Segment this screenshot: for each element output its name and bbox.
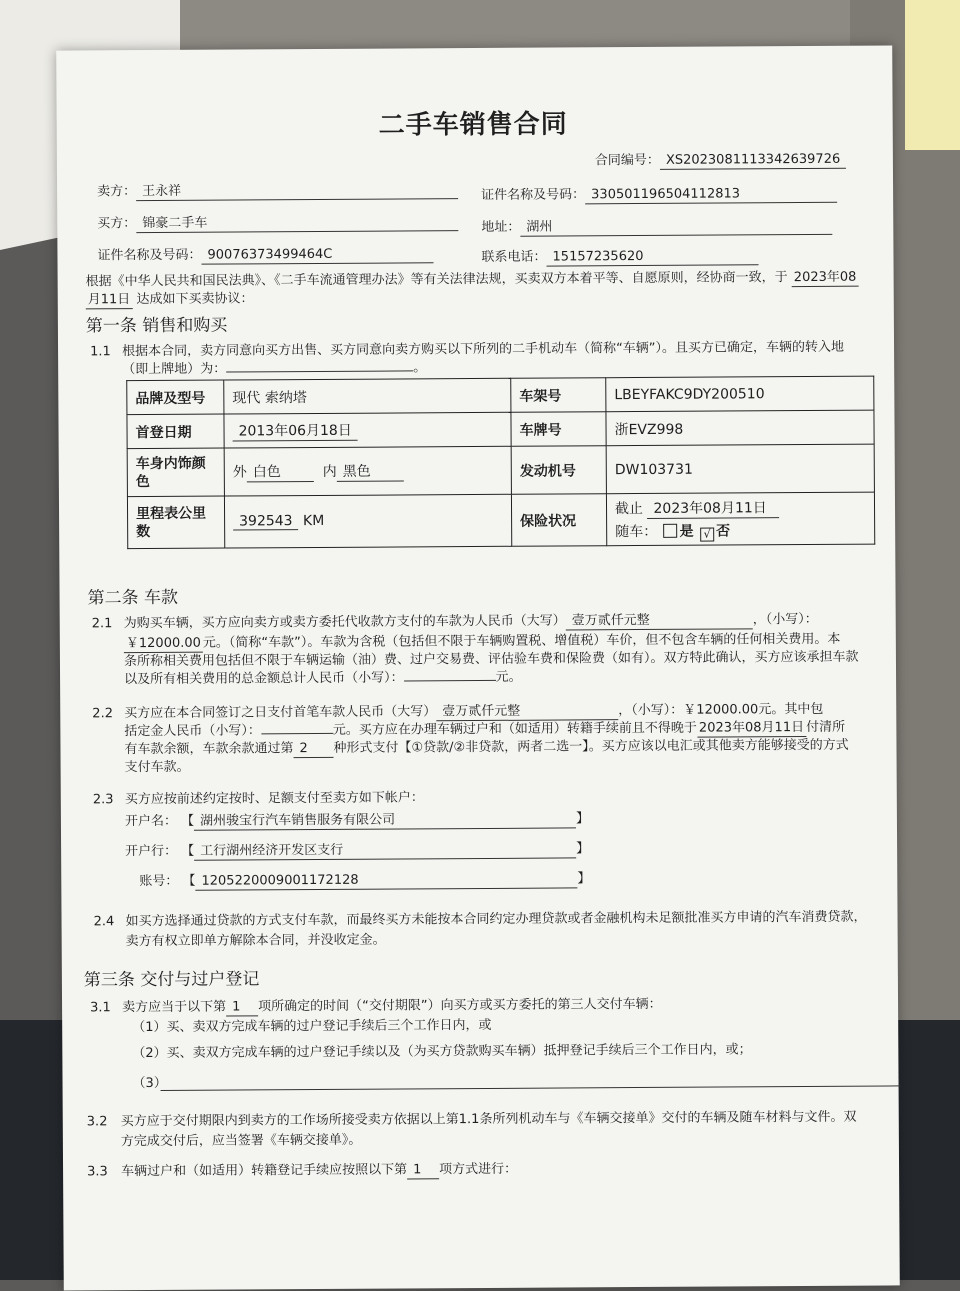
clause-2-1-text-2: ，（小写）： xyxy=(752,611,818,628)
clause-1-1-label: （即上牌地）为： xyxy=(122,361,227,378)
bracket-left: 【 xyxy=(181,813,195,829)
brand-value: 现代 索纳塔 xyxy=(224,378,511,414)
contract-number-label: 合同编号： xyxy=(594,152,660,169)
engine-label: 发动机号 xyxy=(511,446,606,495)
mileage-value: 392543 xyxy=(233,513,299,530)
address-label: 地址： xyxy=(481,219,521,235)
bracket-right: 】 xyxy=(577,871,591,887)
clause-2-3-number: 2.3 xyxy=(92,792,114,808)
account-number-row xyxy=(139,871,590,891)
bracket-left: 【 xyxy=(182,873,196,889)
clause-2-1-text-4: 以及所有相关费用的总金额总计人民币（小写）： xyxy=(124,670,404,688)
insurance-until-label: 截止 xyxy=(614,500,644,517)
account-name-row xyxy=(125,811,589,831)
clause-2-4-line-1: 如买方选择通过贷款的方式支付车款，而最终买方未能按本合同约定办理贷款或者金融机构未足额批准买方申请的汽车消费贷款， xyxy=(125,909,867,930)
intro-line-1 xyxy=(86,270,859,292)
insurance-yes-label: 是 xyxy=(679,523,694,540)
reg-date-value: 2013年06月18日 xyxy=(232,420,357,442)
clause-3-1-number: 3.1 xyxy=(90,1000,111,1016)
account-name-value: 湖州骏宝行汽车销售服务有限公司 xyxy=(194,811,576,830)
seller-id-value: 330501196504112813 xyxy=(585,186,837,205)
clause-2-1-line-3: 条所称相关费用包括但不限于车辆运输（油）费、过户交易费、评估验车费和保险费（如有）。双方特此确认，买方应该承担车款 xyxy=(123,649,859,670)
clause-2-1-number: 2.1 xyxy=(91,616,113,632)
clause-2-4-number: 2.4 xyxy=(93,914,115,930)
bank-value: 工行湖州经济开发区支行 xyxy=(194,841,576,860)
clause-1-1-number: 1.1 xyxy=(90,344,111,360)
buyer-row xyxy=(97,214,458,233)
account-number-value: 1205220009001172128 xyxy=(195,871,577,890)
insurance-until-row xyxy=(615,496,866,519)
intro-line-2 xyxy=(86,291,254,309)
bracket-right: 】 xyxy=(576,811,590,827)
clause-3-3-line-1 xyxy=(121,1162,517,1181)
clause-1-1-text: 根据本合同，卖方同意向买方出售、买方同意向卖方购买以下所列的二手机动车（简称“车辆”）。且买方已确定，车辆的转入地 xyxy=(122,339,845,360)
deposit-blank xyxy=(261,733,333,734)
clause-2-1-text: 为购买车辆，买方应向卖方或卖方委托代收款方支付的车款为人民币（大写） xyxy=(123,613,566,632)
clause-2-1-line-1 xyxy=(124,612,818,633)
clause-3-1-option-3: （3） xyxy=(132,1075,167,1092)
clause-3-2-line-1: 买方应于交付期限内到卖方的工作场所接受卖方依据以上第1.1条所列机动车与《车辆交接单》交付的车辆及随车材料与文件。双 xyxy=(120,1109,857,1130)
phone-row xyxy=(481,248,758,267)
article-3-heading: 第三条 交付与过户登记 xyxy=(83,969,260,991)
clause-2-2-line-3 xyxy=(124,738,848,759)
insurance-with-label: 随车： xyxy=(615,523,658,540)
bank-label: 开户行： xyxy=(125,843,178,860)
contract-sheet xyxy=(56,45,900,1290)
phone-value: 15157235620 xyxy=(546,248,758,266)
bank-row xyxy=(125,841,589,861)
account-number-label: 账号： xyxy=(139,873,179,890)
bracket-right: 】 xyxy=(576,841,590,857)
clause-2-1-line-4 xyxy=(124,670,522,688)
clause-3-1-text-2: 项所确定的时间（“交付期限”）向买方或买方委托的第三人交付车辆： xyxy=(258,996,662,1015)
insurance-yes-checkbox[interactable] xyxy=(664,523,678,537)
delivery-option-number: 1 xyxy=(226,999,258,1016)
article-1-heading: 第一条 销售和购买 xyxy=(85,315,228,337)
seller-label: 卖方： xyxy=(97,184,137,200)
color-label: 车身内饰颜色 xyxy=(127,448,224,497)
clause-3-1-option-1: （1）买、卖双方完成车辆的过户登记手续后三个工作日内，或 xyxy=(132,1017,492,1036)
clause-2-3-text: 买方应按前述约定按时、足额支付至卖方如下帐户： xyxy=(124,790,424,808)
balance-due-date: 2023年08月11日 xyxy=(697,720,806,738)
table-row xyxy=(127,376,874,415)
clause-2-2-text-6: 有车款余额，车款余款通过第 xyxy=(124,741,294,758)
engine-value: DW103731 xyxy=(606,444,874,494)
brand-label: 品牌及型号 xyxy=(127,380,224,415)
seller-row xyxy=(97,182,458,201)
intro-text: 根据《中华人民共和国民法典》、《二手车流通管理办法》等有关法律法规，买卖双方本着平等、自愿原则，经协商一致，于 xyxy=(85,270,788,290)
price-amount: 12000.00 xyxy=(138,635,201,652)
contract-title: 二手车销售合同 xyxy=(378,109,568,141)
mileage-label: 里程表公里数 xyxy=(127,496,224,549)
insurance-label: 保险状况 xyxy=(511,494,606,547)
seller-id-label: 证件名称及号码： xyxy=(481,187,586,203)
clause-2-2-text-2: 元。其中包 xyxy=(758,701,824,718)
clause-3-2-number: 3.2 xyxy=(86,1114,108,1130)
clause-1-1-text-b xyxy=(122,360,426,378)
clause-3-2-line-2: 方完成交付后，应当签署《车辆交接单》。 xyxy=(120,1132,362,1150)
color-out-value: 白色 xyxy=(247,461,314,482)
payment-method-number: 2 xyxy=(293,741,333,758)
buyer-id-label: 证件名称及号码： xyxy=(97,247,202,264)
reg-date-cell xyxy=(224,412,511,448)
clause-1-1-end: 。 xyxy=(413,360,427,376)
table-row xyxy=(127,444,874,497)
clause-2-2-text-7: 种形式支付【①贷款/②非贷款，两者二选一】。买方应该以电汇或其他卖方能够接受的方式 xyxy=(333,737,849,756)
seller-value: 王永祥 xyxy=(136,182,458,201)
clause-3-1-text: 卖方应当于以下第 xyxy=(122,999,227,1016)
intro-text-end: 达成如下买卖协议： xyxy=(136,291,254,308)
mileage-cell xyxy=(224,494,511,548)
intro-date-part-a: 2023年08 xyxy=(792,270,859,287)
background-yellow-paper xyxy=(905,0,960,150)
buyer-id-value: 90076373499464C xyxy=(201,246,433,264)
clause-3-3-number: 3.3 xyxy=(87,1164,108,1180)
buyer-value: 锦豪二手车 xyxy=(136,214,458,233)
buyer-id-row xyxy=(97,246,433,265)
table-row xyxy=(127,492,874,549)
mileage-unit: KM xyxy=(302,512,325,530)
clause-3-1-line-1 xyxy=(122,997,662,1017)
price-in-words: 壹万贰仟元整 xyxy=(566,612,753,630)
address-value: 湖州 xyxy=(520,218,832,237)
clause-2-2-number: 2.2 xyxy=(92,706,114,722)
color-in-label: 内 xyxy=(322,463,337,480)
insurance-no-label: 否 xyxy=(716,522,731,540)
reg-date-label: 首登日期 xyxy=(127,414,224,449)
intro-date-part-b: 月11日 xyxy=(86,292,133,309)
address-row xyxy=(481,218,832,237)
clause-2-2-text-4: 元。买方应在办理车辆过户和（如适用）转籍手续前且不得晚于 xyxy=(332,720,697,738)
clause-2-1-end: 元。 xyxy=(495,669,522,685)
plate-label: 车牌号 xyxy=(511,412,606,447)
vin-label: 车架号 xyxy=(511,378,606,413)
insurance-until-value: 2023年08月11日 xyxy=(647,497,779,519)
price-in-figures xyxy=(124,636,203,653)
clause-2-4-line-2: 卖方有权立即单方解除本合同，并没收定金。 xyxy=(125,932,386,950)
article-2-heading: 第二条 车款 xyxy=(87,587,179,609)
color-in-value: 黑色 xyxy=(337,460,404,481)
seller-id-row xyxy=(481,186,837,205)
account-name-label: 开户名： xyxy=(124,813,177,830)
phone-label: 联系电话： xyxy=(481,249,547,265)
vehicle-info-table xyxy=(126,376,875,550)
first-payment-figures: ，（小写）：￥12000.00 xyxy=(618,702,759,719)
buyer-label: 买方： xyxy=(97,216,137,232)
insurance-cell xyxy=(606,492,874,546)
currency-symbol: ￥ xyxy=(125,636,139,652)
clause-3-1-option-2: （2）买、卖双方完成车辆的过户登记手续以及（为买方贷款购买车辆）抵押登记手续后三个工作日内，或； xyxy=(132,1042,752,1062)
plate-value: 浙EVZ998 xyxy=(606,410,874,446)
option-3-blank-line xyxy=(161,1085,901,1091)
clause-2-2-text-5: 付清所 xyxy=(806,719,846,735)
clause-2-2-line-4: 支付车款。 xyxy=(124,759,190,776)
table-row xyxy=(127,410,874,449)
clause-2-1-text-3: 元。（简称“车款”）。车款为含税（包括但不限于车辆购置税、增值税）车价，但不包含车辆的任何相关费用。本 xyxy=(202,631,841,651)
color-out-label: 外 xyxy=(232,464,247,481)
total-amount-blank xyxy=(404,680,496,682)
clause-3-3-text-2: 项方式进行： xyxy=(439,1161,518,1178)
color-cell xyxy=(224,446,511,496)
contract-number xyxy=(595,152,846,171)
clause-3-3-text: 车辆过户和（如适用）转籍登记手续应按照以下第 xyxy=(121,1162,408,1180)
clause-2-2-text: 买方应在本合同签订之日支付首笔车款人民币（大写） xyxy=(124,704,437,722)
transfer-option-number: 1 xyxy=(407,1162,439,1179)
vin-value: LBEYFAKC9DY200510 xyxy=(606,376,874,412)
insurance-with-row xyxy=(615,519,866,542)
insurance-no-checkbox[interactable]: √ xyxy=(700,527,714,541)
contract-number-value: XS2023081113342639726 xyxy=(660,152,846,170)
bracket-left: 【 xyxy=(181,843,195,859)
first-payment-words: 壹万贰仟元整 xyxy=(436,703,618,721)
registration-place-blank xyxy=(226,370,413,372)
clause-2-2-text-3: 括定金人民币（小写）： xyxy=(124,723,261,740)
